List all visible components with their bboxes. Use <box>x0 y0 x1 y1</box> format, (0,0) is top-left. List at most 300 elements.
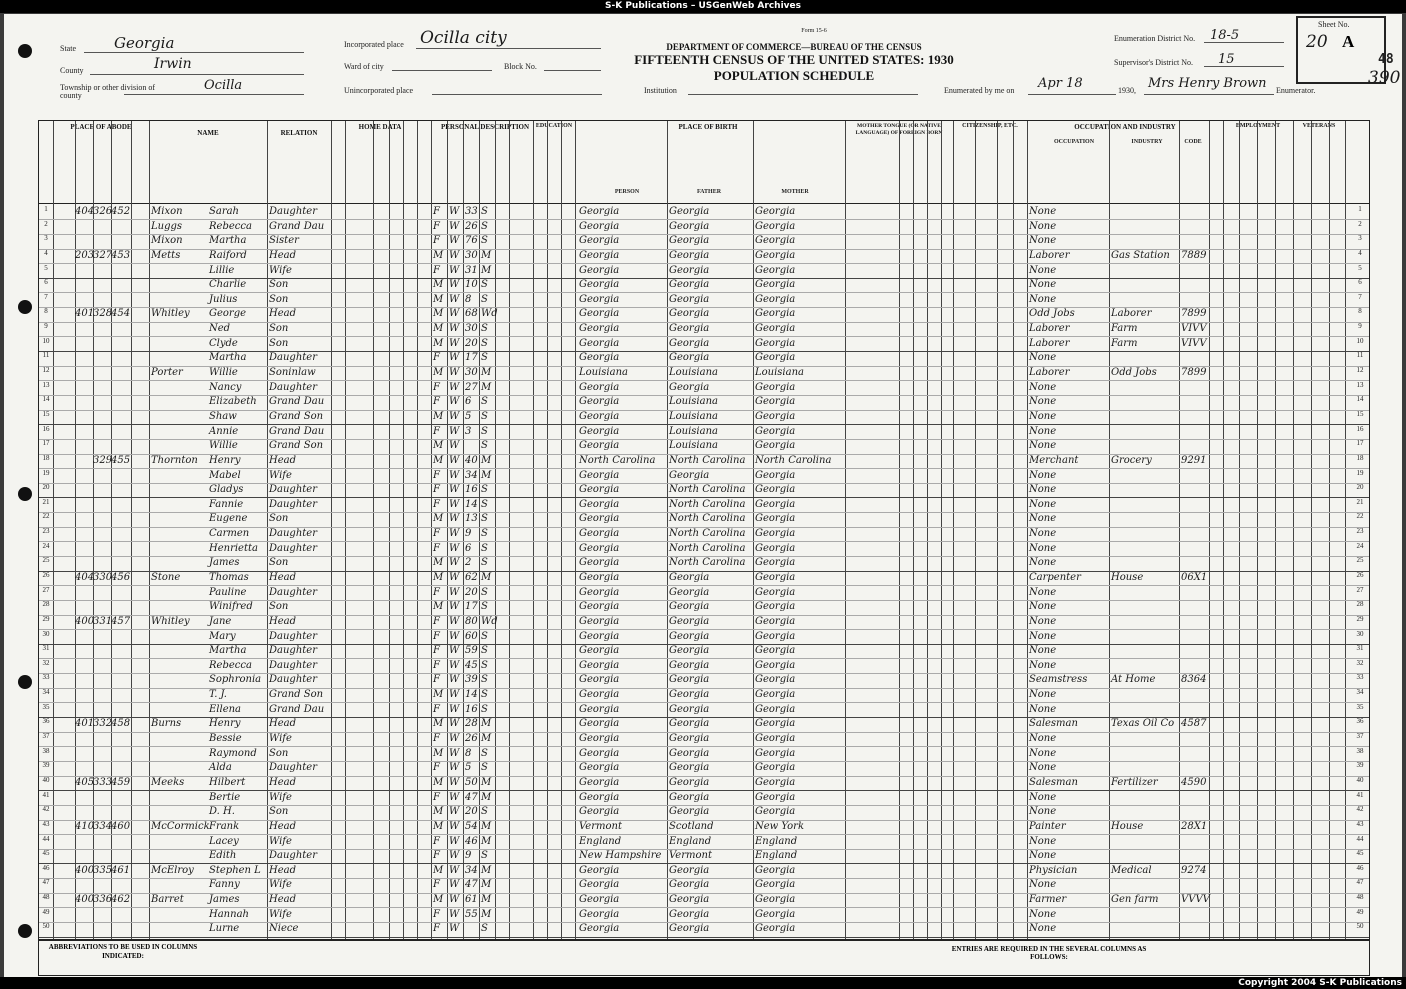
birthplace-mother: Georgia <box>755 630 796 642</box>
occupation: Odd Jobs <box>1029 308 1075 320</box>
line-number: 18 <box>1356 453 1364 462</box>
birthplace-person: Georgia <box>579 908 620 920</box>
table-row <box>39 644 1369 659</box>
birthplace-father: Louisiana <box>669 396 718 408</box>
birthplace-mother: Georgia <box>755 689 796 701</box>
birthplace-father: Georgia <box>669 879 710 891</box>
race: W <box>449 923 460 935</box>
birthplace-person: Georgia <box>579 484 620 496</box>
occupation: None <box>1029 615 1057 627</box>
line-number: 13 <box>42 380 50 389</box>
occupation: None <box>1029 513 1057 525</box>
abbreviations-title: ABBREVIATIONS TO BE USED IN COLUMNS INDICATED: <box>48 943 198 960</box>
given-name: Willie <box>209 440 238 452</box>
table-row <box>39 249 1369 264</box>
line-number: 32 <box>42 658 50 667</box>
birthplace-mother: Georgia <box>755 923 796 935</box>
relation: Daughter <box>269 206 317 217</box>
line-number: 3 <box>44 234 48 243</box>
given-name: D. H. <box>209 806 235 818</box>
birthplace-mother: England <box>755 850 798 862</box>
relation: Wife <box>269 835 292 847</box>
group-employment: EMPLOYMENT <box>1235 123 1281 129</box>
marital-status: S <box>481 440 488 452</box>
group-home-data: HOME DATA <box>358 123 402 131</box>
occupation: Physician <box>1029 864 1078 876</box>
occupation: None <box>1029 381 1057 393</box>
birthplace-person: Georgia <box>579 586 620 598</box>
group-personal-description: PERSONAL DESCRIPTION <box>440 123 530 131</box>
line-number: 47 <box>42 878 50 887</box>
line-number: 24 <box>1356 541 1364 550</box>
line-number: 25 <box>1356 556 1364 565</box>
township-value: Ocilla <box>204 78 243 93</box>
birthplace-person: Georgia <box>579 498 620 510</box>
birthplace-person: Georgia <box>579 249 620 261</box>
given-name: George <box>209 308 247 320</box>
line-number: 32 <box>1356 658 1364 667</box>
sex: M <box>433 776 444 788</box>
race: W <box>449 410 460 422</box>
birthplace-mother: Georgia <box>755 396 796 408</box>
line-number: 39 <box>1356 761 1364 770</box>
line-number: 47 <box>1356 878 1364 887</box>
table-row <box>39 586 1369 601</box>
given-name: Martha <box>209 235 247 247</box>
line-number: 21 <box>42 497 50 506</box>
sex: F <box>433 733 440 745</box>
surname: Meeks <box>151 776 185 788</box>
table-row <box>39 849 1369 864</box>
table-row <box>39 425 1369 440</box>
relation: Grand Dau <box>269 703 325 715</box>
table-row <box>39 878 1369 893</box>
race: W <box>449 762 460 774</box>
birthplace-mother: Georgia <box>755 293 796 305</box>
relation: Son <box>269 601 289 613</box>
state-label: State <box>60 44 76 53</box>
given-name: Jane <box>209 615 232 627</box>
marital-status: S <box>481 674 488 686</box>
abbreviations-footer <box>38 940 1370 976</box>
birthplace-mother: Georgia <box>755 323 796 335</box>
given-name: Elizabeth <box>209 396 257 408</box>
marital-status: S <box>481 528 488 540</box>
enumerated-label: Enumerated by me on <box>944 86 1015 95</box>
marital-status: M <box>481 367 492 379</box>
surname: Whitley <box>151 615 190 627</box>
sex: F <box>433 923 440 935</box>
surname: Stone <box>151 572 181 583</box>
sex: M <box>433 323 444 335</box>
birthplace-father: Georgia <box>669 659 710 671</box>
birthplace-mother: England <box>755 835 798 847</box>
relation: Niece <box>269 923 299 935</box>
surname: Mixon <box>151 206 183 217</box>
line-number: 46 <box>1356 863 1364 872</box>
table-row <box>39 512 1369 527</box>
birthplace-father: Georgia <box>669 747 710 759</box>
sex: F <box>433 528 440 540</box>
birthplace-father: Georgia <box>669 323 710 335</box>
occupation: None <box>1029 791 1057 803</box>
sex: F <box>433 674 440 686</box>
race: W <box>449 381 460 393</box>
punch-hole-icon <box>18 675 32 689</box>
relation: Wife <box>269 733 292 745</box>
relation: Soninlaw <box>269 367 316 379</box>
birthplace-person: Georgia <box>579 776 620 788</box>
stamp-number-top: 48 <box>1378 52 1394 67</box>
table-row <box>39 688 1369 703</box>
sex: M <box>433 279 444 291</box>
visit-number: 458 <box>111 718 131 730</box>
given-name: Willie <box>209 367 238 379</box>
race: W <box>449 264 460 276</box>
occupation: None <box>1029 806 1057 818</box>
relation: Wife <box>269 879 292 891</box>
birthplace-mother: Georgia <box>755 879 796 891</box>
sex: M <box>433 367 444 379</box>
visit-number: 454 <box>111 308 131 320</box>
line-number: 11 <box>42 351 50 360</box>
race: W <box>449 498 460 510</box>
line-number: 25 <box>42 556 50 565</box>
line-number: 41 <box>1356 790 1364 799</box>
group-place-of-abode: PLACE OF ABODE <box>70 123 132 131</box>
birthplace-person: Georgia <box>579 381 620 393</box>
line-number: 36 <box>42 717 50 726</box>
relation: Grand Dau <box>269 220 325 232</box>
county-label: County <box>60 66 84 75</box>
enumeration-year: 1930, <box>1118 86 1136 95</box>
marital-status: M <box>481 879 492 891</box>
family-number: 335 <box>93 864 113 876</box>
given-name: Eugene <box>209 513 248 525</box>
relation: Daughter <box>269 850 317 862</box>
line-number: 17 <box>1356 439 1364 448</box>
age: 5 <box>465 410 472 422</box>
age: 54 <box>465 820 478 832</box>
table-row <box>39 293 1369 308</box>
sex: M <box>433 572 444 583</box>
age: 13 <box>465 513 478 525</box>
birthplace-father: Georgia <box>669 689 710 701</box>
industry: Farm <box>1111 337 1138 349</box>
relation: Grand Son <box>269 410 324 422</box>
table-row <box>39 542 1369 557</box>
race: W <box>449 279 460 291</box>
line-number: 10 <box>1356 336 1364 345</box>
table-row <box>39 351 1369 366</box>
age: 47 <box>465 879 478 891</box>
race: W <box>449 367 460 379</box>
race: W <box>449 776 460 788</box>
birthplace-mother: Georgia <box>755 206 796 217</box>
relation: Son <box>269 337 289 349</box>
given-name: Ned <box>209 323 231 335</box>
birthplace-person: Georgia <box>579 703 620 715</box>
relation: Daughter <box>269 630 317 642</box>
line-number: 37 <box>1356 732 1364 741</box>
table-row <box>39 410 1369 425</box>
given-name: Annie <box>209 425 239 437</box>
occupation: None <box>1029 498 1057 510</box>
line-number: 39 <box>42 761 50 770</box>
occupation: Carpenter <box>1029 572 1081 583</box>
birthplace-father: Louisiana <box>669 425 718 437</box>
line-number: 49 <box>1356 907 1364 916</box>
occupation-code: 9291 <box>1181 454 1207 466</box>
relation: Head <box>269 820 297 832</box>
sex: F <box>433 206 440 217</box>
birthplace-person: Georgia <box>579 410 620 422</box>
visit-number: 457 <box>111 615 131 627</box>
family-number: 333 <box>93 776 113 788</box>
birthplace-father: Georgia <box>669 249 710 261</box>
relation: Son <box>269 806 289 818</box>
relation: Daughter <box>269 352 317 364</box>
marital-status: S <box>481 513 488 525</box>
table-row <box>39 732 1369 747</box>
marital-status: S <box>481 762 488 774</box>
occupation: Laborer <box>1029 249 1070 261</box>
sex: F <box>433 791 440 803</box>
race: W <box>449 674 460 686</box>
given-name: Julius <box>209 293 238 305</box>
line-number: 20 <box>42 483 50 492</box>
unincorporated-label: Unincorporated place <box>344 86 414 95</box>
given-name: Martha <box>209 352 247 364</box>
line-number: 3 <box>1358 234 1362 243</box>
relation: Daughter <box>269 674 317 686</box>
age: 33 <box>465 206 478 217</box>
race: W <box>449 908 460 920</box>
birthplace-father: Georgia <box>669 791 710 803</box>
given-name: Henrietta <box>209 542 258 554</box>
surname: Metts <box>151 249 181 261</box>
birthplace-father: Georgia <box>669 703 710 715</box>
age: 20 <box>465 806 478 818</box>
sex: F <box>433 264 440 276</box>
sex: M <box>433 337 444 349</box>
occupation: None <box>1029 835 1057 847</box>
birthplace-person: Georgia <box>579 528 620 540</box>
line-number: 4 <box>44 248 48 257</box>
line-number: 38 <box>1356 746 1364 755</box>
line-number: 28 <box>1356 600 1364 609</box>
birthplace-mother: Georgia <box>755 425 796 437</box>
line-number: 26 <box>1356 571 1364 579</box>
sex: F <box>433 220 440 232</box>
line-number: 50 <box>1356 922 1364 931</box>
birthplace-father: Georgia <box>669 733 710 745</box>
relation: Head <box>269 572 297 583</box>
marital-status: S <box>481 645 488 657</box>
birthplace-mother: Georgia <box>755 381 796 393</box>
table-row <box>39 835 1369 850</box>
industry: Texas Oil Co <box>1111 718 1175 730</box>
given-name: Shaw <box>209 410 237 422</box>
birthplace-mother: Georgia <box>755 337 796 349</box>
birthplace-father: Georgia <box>669 908 710 920</box>
line-number: 23 <box>1356 527 1364 536</box>
sex: F <box>433 484 440 496</box>
dwelling-number: 410 <box>75 820 95 832</box>
given-name: Mabel <box>209 469 241 481</box>
population-table <box>38 120 1370 940</box>
sex: F <box>433 586 440 598</box>
age: 6 <box>465 396 472 408</box>
occupation: None <box>1029 689 1057 701</box>
relation: Grand Dau <box>269 396 325 408</box>
line-number: 24 <box>42 541 50 550</box>
line-number: 29 <box>1356 614 1364 623</box>
incorporated-place-label: Incorporated place <box>344 40 404 49</box>
table-row <box>39 337 1369 352</box>
relation: Daughter <box>269 645 317 657</box>
table-row <box>39 922 1369 937</box>
punch-hole-icon <box>18 487 32 501</box>
birthplace-person: Georgia <box>579 645 620 657</box>
birthplace-person: Georgia <box>579 630 620 642</box>
sex: M <box>433 454 444 466</box>
birthplace-father: North Carolina <box>669 484 746 496</box>
line-number: 5 <box>1358 263 1362 272</box>
line-number: 48 <box>1356 893 1364 902</box>
birthplace-person: Georgia <box>579 762 620 774</box>
line-number: 2 <box>1358 219 1362 228</box>
race: W <box>449 879 460 891</box>
dwelling-number: 400 <box>75 615 95 627</box>
line-number: 38 <box>42 746 50 755</box>
relation: Head <box>269 249 297 261</box>
table-row <box>39 278 1369 293</box>
line-number: 10 <box>42 336 50 345</box>
race: W <box>449 850 460 862</box>
marital-status: S <box>481 850 488 862</box>
race: W <box>449 308 460 320</box>
age: 3 <box>465 425 472 437</box>
occupation: None <box>1029 747 1057 759</box>
line-number: 6 <box>1358 278 1362 287</box>
birthplace-mother: Georgia <box>755 528 796 540</box>
line-number: 37 <box>42 732 50 741</box>
birthplace-person: Georgia <box>579 308 620 320</box>
line-number: 2 <box>44 219 48 228</box>
occupation: Merchant <box>1029 454 1079 466</box>
line-number: 9 <box>1358 322 1362 331</box>
marital-status: M <box>481 249 492 261</box>
sex: M <box>433 513 444 525</box>
given-name: Charlie <box>209 279 247 291</box>
given-name: Nancy <box>209 381 242 393</box>
age: 50 <box>465 776 478 788</box>
archive-banner: S-K Publications – USGenWeb Archives <box>0 0 1406 13</box>
birthplace-father: Georgia <box>669 381 710 393</box>
surname: Burns <box>151 718 182 730</box>
sex: F <box>433 352 440 364</box>
race: W <box>449 425 460 437</box>
race: W <box>449 206 460 217</box>
birthplace-father: Georgia <box>669 894 710 906</box>
family-number: 336 <box>93 894 113 906</box>
line-number: 7 <box>1358 292 1362 301</box>
stamp-number-bottom: 390 <box>1368 68 1401 88</box>
dwelling-number: 400 <box>75 864 95 876</box>
enum-district-label: Enumeration District No. <box>1114 34 1196 43</box>
race: W <box>449 440 460 452</box>
age: 9 <box>465 528 472 540</box>
race: W <box>449 469 460 481</box>
given-name: Rebecca <box>209 220 252 232</box>
marital-status: M <box>481 264 492 276</box>
occupation-code: 4587 <box>1181 718 1207 730</box>
race: W <box>449 864 460 876</box>
marital-status: S <box>481 601 488 613</box>
race: W <box>449 586 460 598</box>
birthplace-person: Georgia <box>579 557 620 569</box>
line-number: 12 <box>1356 366 1364 375</box>
race: W <box>449 659 460 671</box>
form-number: Form 15-6 <box>801 28 827 34</box>
birthplace-mother: Georgia <box>755 440 796 452</box>
occupation-code: 4590 <box>1181 776 1207 788</box>
birthplace-father: Georgia <box>669 615 710 627</box>
line-number: 8 <box>1358 307 1362 316</box>
family-number: 330 <box>93 572 113 583</box>
age: 8 <box>465 293 472 305</box>
birthplace-father: Georgia <box>669 308 710 320</box>
given-name: Henry <box>209 454 241 466</box>
industry: Odd Jobs <box>1111 367 1157 379</box>
birthplace-father: Georgia <box>669 279 710 291</box>
given-name: Thomas <box>209 572 249 583</box>
institution-label: Institution <box>644 86 677 95</box>
age: 40 <box>465 454 478 466</box>
marital-status: S <box>481 352 488 364</box>
marital-status: S <box>481 806 488 818</box>
relation: Daughter <box>269 528 317 540</box>
surname: Thornton <box>151 454 198 466</box>
sex: F <box>433 498 440 510</box>
table-row <box>39 747 1369 762</box>
relation: Daughter <box>269 484 317 496</box>
occupation: None <box>1029 762 1057 774</box>
birthplace-mother: Georgia <box>755 542 796 554</box>
given-name: Winifred <box>209 601 253 613</box>
occupation: None <box>1029 528 1057 540</box>
marital-status: S <box>481 659 488 671</box>
birthplace-person: Georgia <box>579 879 620 891</box>
marital-status: M <box>481 820 492 832</box>
marital-status: S <box>481 630 488 642</box>
birthplace-person: Georgia <box>579 440 620 452</box>
punch-hole-icon <box>18 300 32 314</box>
enumerator-label: Enumerator. <box>1276 86 1316 95</box>
line-number: 6 <box>44 278 48 287</box>
table-row <box>39 307 1369 322</box>
race: W <box>449 820 460 832</box>
table-row <box>39 556 1369 571</box>
marital-status: M <box>481 454 492 466</box>
given-name: Lacey <box>209 835 239 847</box>
race: W <box>449 337 460 349</box>
table-row <box>39 761 1369 776</box>
sex: M <box>433 747 444 759</box>
relation: Head <box>269 864 297 876</box>
relation: Son <box>269 323 289 335</box>
